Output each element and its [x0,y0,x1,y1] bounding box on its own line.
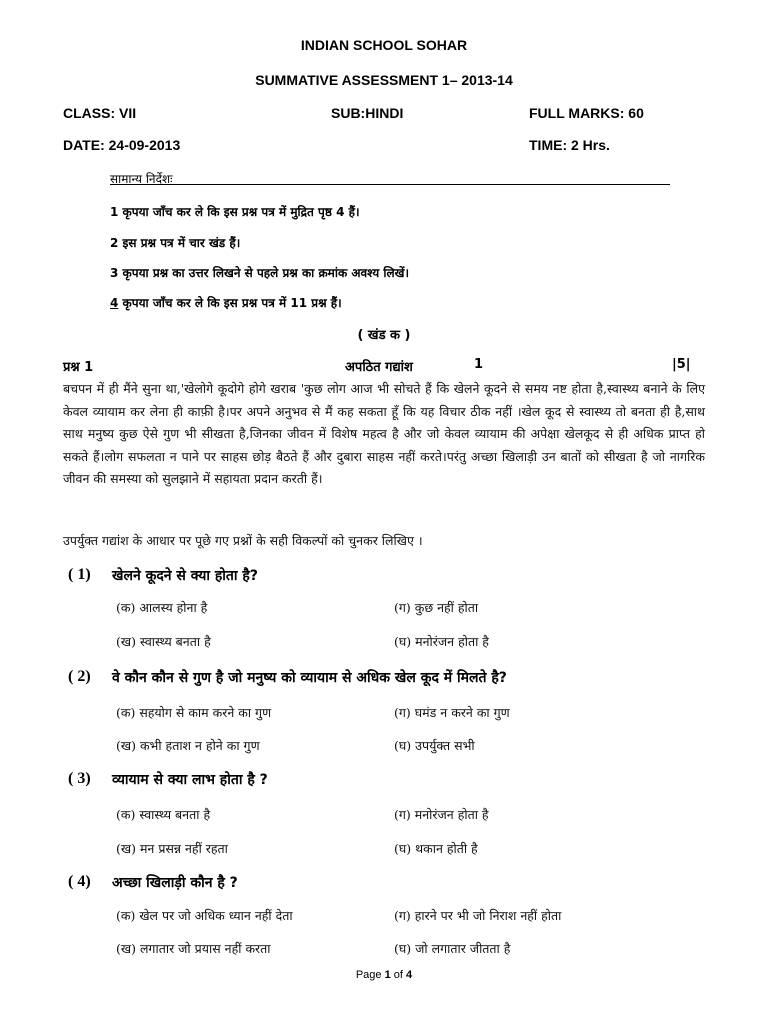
instruction-item [110,203,360,220]
option: (क) आलस्य होना है [116,600,208,615]
passage-prompt: उपर्युक्त गद्यांश के आधार पर पूछे गए प्रश्नों के सही विकल्पों को चुनकर लिखिए । [63,533,423,548]
total-pages-number: 4 [406,969,413,981]
option: (क) स्वास्थ्य बनता है [116,807,211,822]
option: (ख) कभी हताश न होने का गुण [116,738,260,753]
exam-title: SUMMATIVE ASSESSMENT 1– 2013-14 [255,72,513,88]
instruction-number: 2 [110,236,119,250]
school-name: INDIAN SCHOOL SOHAR [300,37,468,53]
option: (ग) हारने पर भी जो निराश नहीं होता [394,908,562,923]
instruction-text: कृपया जाँच कर ले कि इस प्रश्न पत्र में 11 प्रश्न हैं। [118,296,342,310]
subject-label: SUB:HINDI [331,105,404,121]
instruction-number: 3 [110,266,119,280]
footer-of-text: of [390,969,407,981]
option: (घ) थकान होती है [394,841,478,856]
question-marks: |5| [672,357,691,372]
section-heading: ( खंड क ) [357,328,411,343]
sub-question-number: ( 4) [68,873,91,890]
instruction-text: इस प्रश्न पत्र में चार खंड हैं। [118,236,241,250]
footer-page-text: Page [355,969,385,981]
question-label: प्रश्न 1 [63,360,94,375]
option: (क) खेल पर जो अधिक ध्यान नहीं देता [116,908,293,923]
instructions-divider [110,184,670,185]
sub-question-number: ( 2) [68,668,91,685]
instruction-item [110,294,342,311]
instructions-title: सामान्य निर्देशः [110,172,173,186]
instruction-item [110,264,409,281]
sub-question-text: व्यायाम से क्या लाभ होता है ? [112,772,268,788]
question-number: 1 [474,357,484,372]
instruction-number: 4 [110,296,119,310]
date-label: DATE: 24-09-2013 [63,137,181,153]
class-label: CLASS: VII [63,105,137,121]
instruction-text: कृपया प्रश्न का उत्तर लिखने से पहले प्रश्न का क्रमांक अवश्य लिखें। [118,266,410,280]
option: (ग) मनोरंजन होता है [394,807,489,822]
passage-text: बचपन में ही मैंने सुना था,'खेलोगे कूदोगे होगे खराब 'कुछ लोग आज भी सोचते हैं कि खेलने कूदने से समय नष्ट होता है,स्वास्थ्य बनाने के लिए केवल व्यायाम कर लेना ही काफ़ी है।पर अपने अनुभव से मैं कह सकता हूँ कि यह विचार ठीक नहीं ।खेल कूद से स्वास्थ्य तो बनता ही है,साथ साथ मनुष्य कुछ ऐसे गुण भी सीखता है,जिनका जीवन में विशेष महत्व है और जो केवल व्यायाम की अपेक्षा खेलकूद से ही अधिक प्राप्त हो सकते हैं।लोग सफलता न पाने पर साहस छोड़ बैठते हैं और दुबारा साहस नहीं करते।परंतु अच्छा खिलाड़ी उन बातों को सीखता है जो नागरिक जीवन की समस्या को सुलझाने में सहायता प्रदान करती हैं। [63,381,705,486]
sub-question-text: वे कौन कौन से गुण है जो मनुष्य को व्यायाम से अधिक खेल कूद में मिलते है? [112,670,507,686]
instruction-item [110,234,240,251]
option: (क) सहयोग से काम करने का गुण [116,705,272,720]
time-label: TIME: 2 Hrs. [529,137,610,153]
sub-question-number: ( 3) [68,770,91,787]
option: (ख) लगातार जो प्रयास नहीं करता [116,941,271,956]
option: (ख) मन प्रसन्न नहीं रहता [116,841,228,856]
option: (घ) जो लगातार जीतता है [394,941,511,956]
full-marks-label: FULL MARKS: 60 [529,105,644,121]
sub-question-number: ( 1) [68,566,91,583]
option: (घ) मनोरंजन होता है [394,634,489,649]
sub-question-text: खेलने कूदने से क्या होता है? [112,568,258,584]
option: (ग) कुछ नहीं होता [394,600,479,615]
instruction-text: कृपया जाँच कर ले कि इस प्रश्न पत्र में मुद्रित पृष्ठ 4 हैं। [118,205,360,219]
option: (ग) घमंड न करने का गुण [394,705,510,720]
instruction-number: 1 [110,205,119,219]
sub-question-text: अच्छा खिलाड़ी कौन है ? [112,875,238,891]
option: (घ) उपर्युक्त सभी [394,738,475,753]
option: (ख) स्वास्थ्य बनता है [116,634,211,649]
current-page-number: 1 [384,969,391,981]
page-footer [0,969,768,981]
question-title: अपठित गद्यांश [345,360,413,375]
